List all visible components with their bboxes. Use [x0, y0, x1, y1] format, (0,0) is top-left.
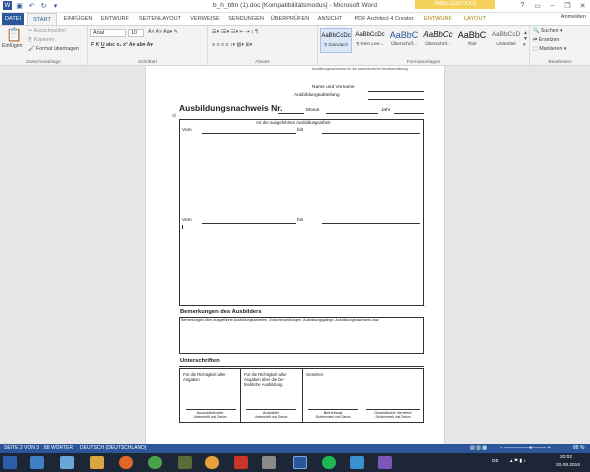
editing-group-label: Bearbeiten — [548, 60, 572, 65]
list-buttons[interactable]: ☰▾ ⁞☰▾ ☷▾ ⇤ ⇥ ↕ ¶ — [212, 29, 258, 35]
zoom-level[interactable]: 88 % — [573, 445, 585, 451]
name-line — [368, 91, 424, 92]
close-button[interactable]: ✕ — [579, 2, 586, 10]
tab-page-layout[interactable]: SEITENLAYOUT — [138, 16, 182, 22]
taskbar-spotify-icon[interactable] — [322, 456, 336, 469]
document-title: Ausbildungsnachweis Nr. — [179, 103, 283, 113]
from-label-2: Vom — [182, 218, 192, 223]
style-standard[interactable]: AaBbCcDc ¶ Standard — [320, 28, 352, 53]
paste-icon[interactable]: 📋 — [6, 27, 23, 42]
ribbon — [0, 25, 590, 66]
year-line — [394, 113, 424, 114]
font-group — [88, 26, 208, 66]
sig3-sub: Sichtvermerk und Datum — [315, 415, 351, 419]
taskbar — [0, 453, 590, 472]
sig-divider-2 — [302, 369, 303, 423]
sig1-top: Für die Richtigkeit aller Angaben — [183, 372, 226, 382]
styles-more-icon[interactable]: ▲ ▼ ▾ — [523, 30, 528, 48]
taskbar-app-1[interactable] — [30, 456, 44, 469]
taskbar-chrome-icon[interactable] — [205, 456, 219, 469]
clock-time[interactable]: 20:02 — [560, 455, 573, 460]
clipboard-group — [0, 26, 88, 66]
language-indicator[interactable]: DEUTSCH (DEUTSCHLAND) — [80, 445, 147, 451]
style-subtitle[interactable]: AaBbCcD Untertitel — [491, 31, 521, 47]
customize-qat-icon[interactable]: ▾ — [53, 2, 58, 10]
maximize-button[interactable]: ❐ — [564, 2, 571, 10]
number-line — [278, 113, 304, 114]
paragraph-group-label: Absatz — [255, 60, 270, 65]
taskbar-app-6[interactable] — [178, 456, 192, 469]
to-line-2 — [322, 223, 420, 224]
department-label: Ausbildungsabteilung — [294, 93, 340, 98]
quick-access-toolbar — [3, 1, 60, 10]
font-size-combo[interactable]: 10 — [128, 29, 144, 37]
style-title[interactable]: AaBbC Titel — [457, 30, 487, 47]
name-label: Name und Vorname — [312, 85, 355, 90]
from-line-2 — [202, 223, 296, 224]
style-heading-2[interactable]: AaBbCc Überschrif... — [423, 30, 453, 47]
taskbar-app-5[interactable] — [148, 456, 162, 469]
signatures-table[interactable] — [179, 368, 424, 423]
to-line-1 — [322, 133, 420, 134]
title-bar — [0, 0, 590, 13]
sig4-sub: Sichtvermerk und Datum — [375, 415, 411, 419]
activity-table[interactable] — [179, 119, 424, 306]
help-icon[interactable]: ? — [520, 2, 525, 9]
word-app-icon[interactable]: W — [4, 2, 11, 9]
taskbar-app-13[interactable] — [378, 456, 392, 469]
sig3-top: Gesehen: — [306, 372, 325, 377]
document-page[interactable] — [145, 66, 445, 444]
undo-icon[interactable]: ↶ — [28, 2, 35, 10]
month-label: Monat — [306, 108, 320, 113]
table-tools-context-title: TABELLENTOOLS — [415, 0, 495, 9]
tab-file[interactable]: DATEI — [2, 13, 24, 25]
select-button[interactable]: ⬚ Markieren ▾ — [533, 46, 567, 52]
from-line-1 — [202, 133, 296, 134]
alignment-buttons[interactable]: ≡ ≡ ≡ ≡ ↕▾ ▨▾ ⊞▾ — [212, 42, 253, 48]
sign-in-link[interactable]: Anmelden — [560, 14, 586, 20]
signatures-rule — [179, 366, 424, 367]
font-group-label: Schriftart — [137, 60, 158, 65]
tab-table-design[interactable]: ENTWURF — [424, 16, 452, 22]
window-controls — [515, 0, 590, 11]
editing-group — [530, 26, 590, 66]
paragraph-group — [208, 26, 318, 66]
input-language[interactable]: DE — [492, 459, 499, 464]
sig1-sub: Unterschrift und Datum — [193, 415, 227, 419]
save-icon[interactable]: ▣ — [16, 2, 23, 10]
department-line — [368, 99, 424, 100]
tab-references[interactable]: VERWEISE — [190, 16, 220, 22]
ribbon-tabs — [0, 13, 590, 25]
copy-button[interactable]: ⎘ Kopieren — [28, 37, 55, 43]
tab-pdf-architect[interactable]: PDF Architect 4 Creator — [354, 16, 414, 22]
taskbar-app-2[interactable] — [60, 456, 74, 469]
month-line — [326, 113, 378, 114]
style-no-spacing[interactable]: AaBbCcDc ¶ Kein Lee... — [355, 32, 385, 47]
tab-view[interactable]: ANSICHT — [317, 16, 343, 22]
remarks-title: Bemerkungen des Ausbilders — [180, 309, 262, 315]
tab-start[interactable]: START — [27, 13, 57, 25]
taskbar-app-8[interactable] — [234, 456, 248, 469]
taskbar-folder-icon[interactable] — [90, 456, 104, 469]
replace-button[interactable]: ⇄ Ersetzen — [533, 37, 560, 43]
font-name-combo[interactable]: Arial — [90, 29, 126, 37]
word-count[interactable]: 88 WÖRTER — [44, 445, 74, 451]
redo-icon[interactable]: ↻ — [40, 2, 47, 10]
taskbar-firefox-icon[interactable] — [119, 456, 133, 469]
sig2-top: Für die Richtigkeit aller Angaben über die be-triebliche Ausbildung — [244, 372, 287, 387]
minimize-button[interactable]: – — [550, 2, 555, 9]
window-title: b_h_bfm (1).doc [Kompatibilitätsmodus] - Microsoft Word — [213, 2, 377, 9]
tab-insert[interactable]: EINFÜGEN — [63, 16, 93, 22]
sig3-bottom: Betriebsrat — [323, 410, 343, 415]
to-label-1: bis — [297, 128, 304, 133]
start-button[interactable] — [3, 456, 17, 469]
text-cursor — [182, 225, 183, 229]
grow-font-icon[interactable]: A˄ A˅ Aa▾ ✎ — [148, 29, 179, 35]
zoom-slider[interactable]: − ───────●──── + — [500, 445, 551, 451]
clock-date[interactable]: 20.08.2016 — [556, 463, 581, 468]
sig2-bottom: Ausbilder — [262, 410, 280, 415]
clipboard-group-label: Zwischenablage — [26, 60, 61, 65]
sig2-sub: Unterschrift und Datum — [254, 415, 288, 419]
find-button[interactable]: 🔍 Suchen ▾ — [533, 28, 563, 34]
sig-divider-1 — [240, 369, 241, 423]
tab-design[interactable]: ENTWURF — [101, 16, 129, 22]
taskbar-app-9[interactable] — [262, 456, 276, 469]
header-note: Ausbildungsnachweise für die kaufmännische Berufsausbildung — [312, 67, 408, 71]
format-painter-button[interactable]: 🖌 Format übertragen — [28, 46, 79, 52]
cut-button[interactable]: ✂ Ausschneiden — [28, 28, 67, 34]
view-buttons[interactable]: ▤ ▥ ▦ — [470, 445, 487, 451]
signatures-title: Unterschriften — [180, 358, 220, 364]
paste-button[interactable]: Einfügen — [2, 43, 23, 49]
font-format-buttons[interactable]: F K U abc x₂ x² A▾ ab▾ A▾ — [91, 42, 153, 48]
year-label: Jahr — [381, 108, 391, 113]
tab-mailings[interactable]: SENDUNGEN — [228, 16, 264, 22]
taskbar-app-12[interactable] — [350, 456, 364, 469]
from-label-1: Vom — [182, 128, 192, 133]
styles-group-label: Formatvorlagen — [406, 60, 441, 65]
style-heading-1[interactable]: AaBbC Überschrif... — [389, 30, 419, 47]
sig4-bottom: Gesetzlicher Vertreter — [374, 410, 412, 415]
page-count[interactable]: SEITE 2 VON 3 — [4, 445, 40, 451]
table-move-handle-icon[interactable]: ⊞ — [172, 113, 177, 119]
table-header: Art der ausgeführten Ausbildungsarbeit — [256, 120, 331, 125]
table-resize-handle[interactable]: ▫ — [424, 304, 426, 310]
remarks-text: Bemerkungen über ausgeführte Ausbildungsarbeiten, Zwischenprüfungen, Ausbildungsgänge, Ausbildungsnachweis usw. — [181, 318, 380, 322]
remarks-box[interactable] — [179, 317, 424, 354]
ribbon-display-icon[interactable]: ▭ — [534, 2, 541, 10]
sig1-bottom: Auszubildender — [196, 410, 224, 415]
tab-review[interactable]: ÜBERPRÜFEN — [270, 16, 310, 22]
to-label-2: bis — [297, 218, 304, 223]
status-bar — [0, 444, 590, 453]
styles-group — [318, 26, 530, 66]
tray-icons[interactable]: ▴ ⚑ ▮ ♪ — [510, 459, 526, 464]
tab-table-layout[interactable]: LAYOUT — [464, 16, 486, 22]
taskbar-word-icon[interactable] — [293, 456, 307, 469]
